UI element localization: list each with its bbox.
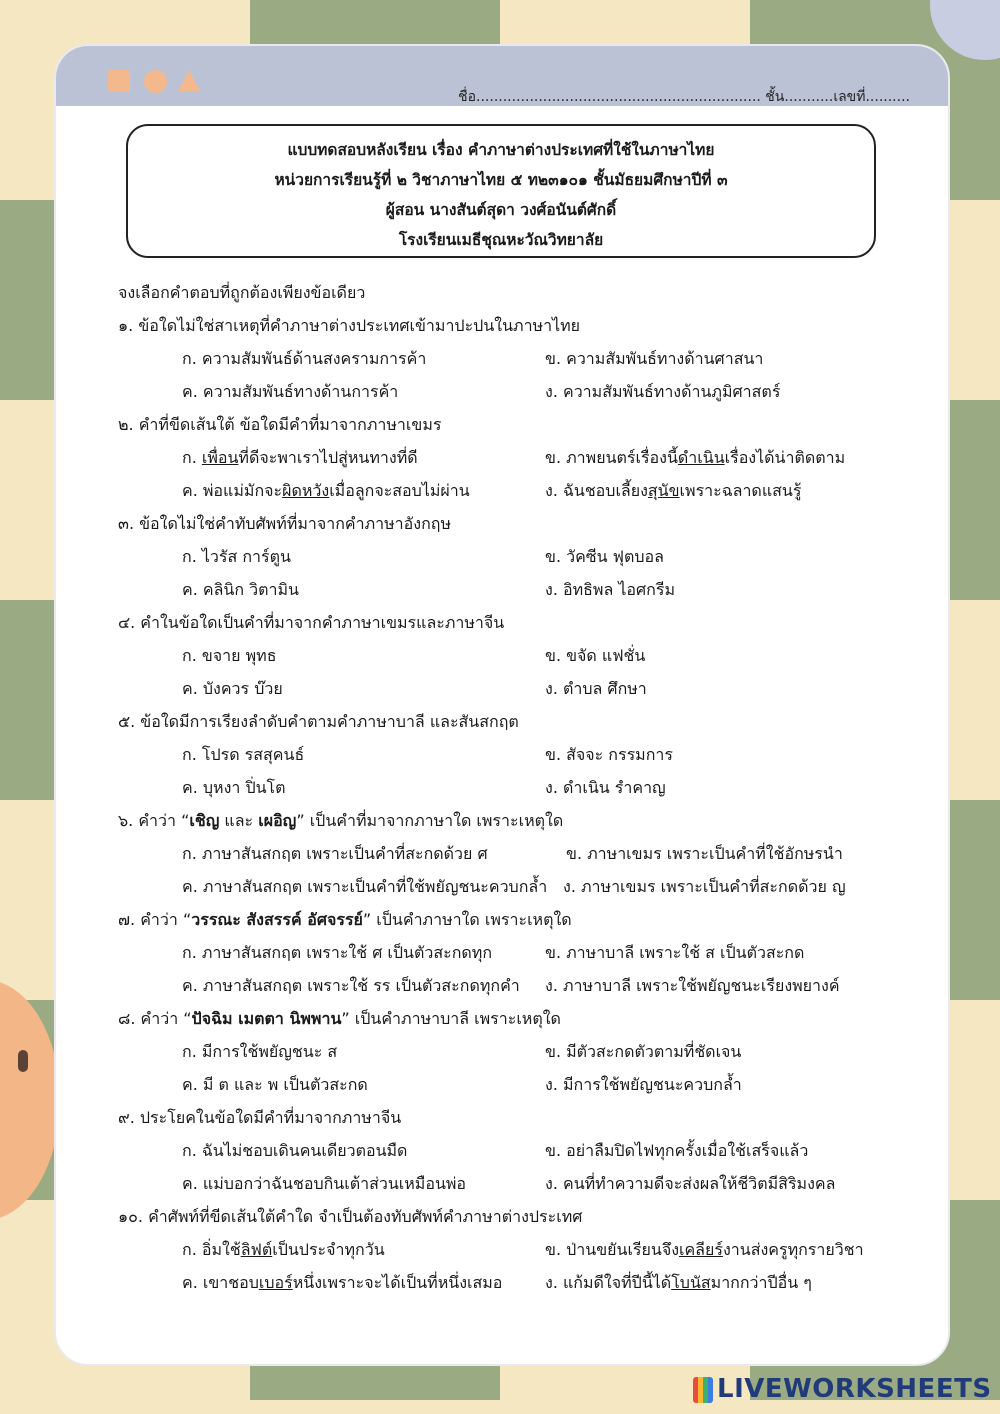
title-line-3: ผู้สอน นางสันต์สุดา วงศ์อนันต์ศักดิ์ <box>385 201 617 219</box>
q8-option-b[interactable]: ข. มีตัวสะกดตัวตามที่ชัดเจน <box>545 1042 742 1061</box>
name-class-number-field[interactable]: ชื่อ................................................................ ชั้น...........เลขที่.......... <box>458 89 910 105</box>
worksheet-paper <box>54 44 950 1366</box>
question-2: ๒. คำที่ขีดเส้นใต้ ข้อใดมีคำที่มาจากภาษาเขมร <box>118 415 442 434</box>
q6-option-c[interactable]: ค. ภาษาสันสกฤต เพราะเป็นคำที่ใช้พยัญชนะควบกล้ำ <box>182 877 548 896</box>
q9-option-d[interactable]: ง. คนที่ทำความดีจะส่งผลให้ชีวิตมีสิริมงคล <box>545 1174 836 1193</box>
q1-option-d[interactable]: ง. ความสัมพันธ์ทางด้านภูมิศาสตร์ <box>545 382 781 401</box>
q2-option-d[interactable]: ง. ฉันชอบเลี้ยงสุนัขเพราะฉลาดแสนรู้ <box>545 481 802 500</box>
q10-option-a[interactable]: ก. อิ่มใช้ลิฟต์เป็นประจำทุกวัน <box>182 1240 385 1259</box>
question-7: ๗. คำว่า “วรรณะ สังสรรค์ อัศจรรย์” เป็นคำภาษาใด เพราะเหตุใด <box>118 910 572 929</box>
q10-option-b[interactable]: ข. ป่านขยันเรียนจึงเคลียร์งานส่งครูทุกรายวิชา <box>545 1240 864 1259</box>
question-1: ๑. ข้อใดไม่ใช่สาเหตุที่คำภาษาต่างประเทศเข้ามาปะปนในภาษาไทย <box>118 316 581 335</box>
q2-option-a[interactable]: ก. เพื่อนที่ดีจะพาเราไปสู่หนทางที่ดี <box>182 448 418 467</box>
instruction: จงเลือกคำตอบที่ถูกต้องเพียงข้อเดียว <box>118 283 366 302</box>
title-line-1: แบบทดสอบหลังเรียน เรื่อง คำภาษาต่างประเทศที่ใช้ในภาษาไทย <box>287 141 715 159</box>
title-box <box>126 124 876 258</box>
q6-option-d[interactable]: ง. ภาษาเขมร เพราะเป็นคำที่สะกดด้วย ญ <box>563 877 846 896</box>
question-6: ๖. คำว่า “เชิญ และ เผอิญ” เป็นคำที่มาจากภาษาใด เพราะเหตุใด <box>118 811 564 830</box>
question-4: ๔. คำในข้อใดเป็นคำที่มาจากคำภาษาเขมรและภาษาจีน <box>118 613 505 632</box>
q3-option-a[interactable]: ก. ไวรัส การ์ตูน <box>182 547 291 566</box>
q2-option-c[interactable]: ค. พ่อแม่มักจะผิดหวังเมื่อลูกจะสอบไม่ผ่าน <box>182 481 470 500</box>
q5-option-b[interactable]: ข. สัจจะ กรรมการ <box>545 745 673 764</box>
q5-option-a[interactable]: ก. โปรด รสสุคนธ์ <box>182 745 305 764</box>
question-3: ๓. ข้อใดไม่ใช่คำทับศัพท์ที่มาจากคำภาษาอังกฤษ <box>118 514 451 533</box>
q7-option-d[interactable]: ง. ภาษาบาลี เพราะใช้พยัญชนะเรียงพยางค์ <box>545 976 840 995</box>
q8-option-d[interactable]: ง. มีการใช้พยัญชนะควบกล้ำ <box>545 1075 742 1094</box>
q4-option-a[interactable]: ก. ขจาย พุทธ <box>182 646 277 665</box>
q3-option-c[interactable]: ค. คลินิก วิตามิน <box>182 580 299 599</box>
liveworksheets-logo[interactable] <box>693 1372 992 1406</box>
q2-option-b[interactable]: ข. ภาพยนตร์เรื่องนี้ดำเนินเรื่องได้น่าติดตาม <box>545 448 846 467</box>
q5-option-d[interactable]: ง. ดำเนิน รำคาญ <box>545 778 666 797</box>
q6-option-b[interactable]: ข. ภาษาเขมร เพราะเป็นคำที่ใช้อักษรนำ <box>566 844 843 863</box>
q1-option-a[interactable]: ก. ความสัมพันธ์ด้านสงครามการค้า <box>182 349 427 368</box>
q1-option-b[interactable]: ข. ความสัมพันธ์ทางด้านศาสนา <box>545 349 764 368</box>
title-line-2: หน่วยการเรียนรู้ที่ ๒ วิชาภาษาไทย ๕ ท๒๓๑๐๑ ชั้นมัธยมศึกษาปีที่ ๓ <box>274 171 728 189</box>
q4-option-c[interactable]: ค. บังควร บ๊วย <box>182 679 283 698</box>
q9-option-b[interactable]: ข. อย่าลืมปิดไฟทุกครั้งเมื่อใช้เสร็จแล้ว <box>545 1141 809 1160</box>
q1-option-c[interactable]: ค. ความสัมพันธ์ทางด้านการค้า <box>182 382 399 401</box>
triangle-icon <box>178 70 200 91</box>
q8-option-c[interactable]: ค. มี ต และ พ เป็นตัวสะกด <box>182 1075 368 1094</box>
square-icon <box>108 70 130 92</box>
q10-option-d[interactable]: ง. แก้มดีใจที่ปีนี้ได้โบนัสมากกว่าปีอื่น ๆ <box>545 1273 812 1292</box>
liveworksheets-logo-icon <box>693 1377 713 1403</box>
question-5: ๕. ข้อใดมีการเรียงลำดับคำตามคำภาษาบาลี และสันสกฤต <box>118 712 519 731</box>
q3-option-d[interactable]: ง. อิทธิพล ไอศกรีม <box>545 580 675 599</box>
top-bar <box>56 46 948 106</box>
q9-option-a[interactable]: ก. ฉันไม่ชอบเดินคนเดียวตอนมืด <box>182 1141 408 1160</box>
title-line-4: โรงเรียนเมธีชุณหะวัณวิทยาลัย <box>398 231 604 249</box>
logo-text: LIVEWORKSHEETS <box>717 1374 992 1404</box>
q4-option-b[interactable]: ข. ขจัด แฟชั่น <box>545 646 646 665</box>
q8-option-a[interactable]: ก. มีการใช้พยัญชนะ ส <box>182 1042 338 1061</box>
q9-option-c[interactable]: ค. แม่บอกว่าฉันชอบกินเต้าส่วนเหมือนพ่อ <box>182 1174 467 1193</box>
q3-option-b[interactable]: ข. วัคซีน ฟุตบอล <box>545 547 664 566</box>
question-9: ๙. ประโยคในข้อใดมีคำที่มาจากภาษาจีน <box>118 1108 402 1127</box>
question-10: ๑๐. คำศัพท์ที่ขีดเส้นใต้คำใด จำเป็นต้องทับศัพท์คำภาษาต่างประเทศ <box>118 1207 583 1226</box>
q6-option-a[interactable]: ก. ภาษาสันสกฤต เพราะเป็นคำที่สะกดด้วย ศ <box>182 844 488 863</box>
q7-option-c[interactable]: ค. ภาษาสันสกฤต เพราะใช้ รร เป็นตัวสะกดทุกคำ <box>182 976 520 995</box>
q10-option-c[interactable]: ค. เขาชอบเบอร์หนึ่งเพราะจะได้เป็นที่หนึ่งเสมอ <box>182 1273 503 1292</box>
q7-option-b[interactable]: ข. ภาษาบาลี เพราะใช้ ส เป็นตัวสะกด <box>545 943 805 962</box>
q5-option-c[interactable]: ค. บุหงา ปิ่นโต <box>182 778 286 797</box>
question-8: ๘. คำว่า “ปัจฉิม เมตตา นิพพาน” เป็นคำภาษาบาลี เพราะเหตุใด <box>118 1009 561 1028</box>
circle-icon <box>144 70 167 93</box>
q7-option-a[interactable]: ก. ภาษาสันสกฤต เพราะใช้ ศ เป็นตัวสะกดทุก <box>182 943 493 962</box>
q4-option-d[interactable]: ง. ตำบล ศึกษา <box>545 679 647 698</box>
question-list <box>118 276 928 1299</box>
